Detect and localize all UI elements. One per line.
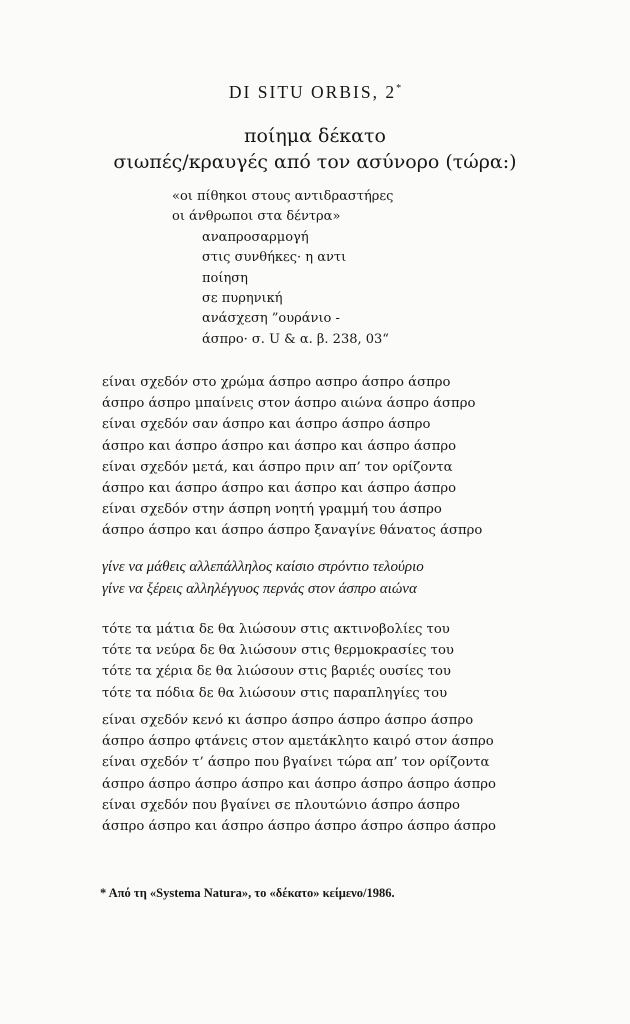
verse-line: ανάσχεση ”ουράνιο - [202,311,340,327]
verse-line: οι άνθρωποι στα δέντρα» [172,209,341,225]
intro-verse [172,187,393,350]
verse-line: τότε τα χέρια δε θα λιώσουν στις βαριές ουσίες του [102,664,451,680]
verse-line: γίνε να μάθεις αλλεπάλληλος καίσιο στρόντιο τελούριο [102,559,424,575]
verse-line: άσπρο· σ. U & α. β. 238, 03“ [202,331,389,347]
verse-line: είναι σχεδόν τ’ άσπρο που βγαίνει τώρα απ’ τον ορίζοντα [102,755,490,771]
verse-line: άσπρο άσπρο φτάνεις στον αμετάκλητο καιρό στον άσπρο [102,734,494,750]
poem-subtitle-detail: σιωπές/κραυγές από τον ασύνορο (τώρα:) [113,151,517,173]
verse-line: άσπρο άσπρο άσπρο άσπρο και άσπρο άσπρο άσπρο άσπρο [102,776,496,792]
verse-line: αναπροσαρμογή [202,229,309,245]
verse-line: τότε τα πόδια δε θα λιώσουν στις παραπληγίες του [102,685,448,701]
stanza-one [102,372,482,542]
poem-title [0,82,630,103]
verse-line: άσπρο και άσπρο άσπρο και άσπρο και άσπρο άσπρο [102,480,457,496]
verse-line: είναι σχεδόν στο χρώμα άσπρο ασπρο άσπρο άσπρο [102,375,451,390]
stanza-four [102,710,496,837]
verse-line: τότε τα νεύρα δε θα λιώσουν στις θερμοκρασίες του [102,643,454,659]
verse-line: είναι σχεδόν σαν άσπρο και άσπρο άσπρο άσπρο [102,417,431,433]
footnote: * Από τη «Systema Natura», το «δέκατο» κείμενο/1986. [100,886,395,900]
verse-line: τότε τα μάτια δε θα λιώσουν στις ακτινοβολίες του [102,622,450,637]
verse-line: γίνε να ξέρεις αλληλέγγυος περνάς στον άσπρο αιώνα [102,580,417,597]
stanza-three [102,619,454,704]
verse-line: είναι σχεδόν στην άσπρη νοητή γραμμή του άσπρο [102,502,442,518]
verse-line: άσπρο και άσπρο άσπρο και άσπρο και άσπρο άσπρο [102,438,457,454]
verse-line: σε πυρηνική [202,290,283,306]
verse-line: άσπρο άσπρο μπαίνεις στον άσπρο αιώνα άσπρο άσπρο [102,396,476,412]
verse-line: στις συνθήκες· η αντι [202,250,347,266]
title-text: DI SITU ORBIS, 2 [228,82,397,102]
title-footnote-mark: * [396,83,402,95]
stanza-two [102,557,424,600]
verse-line: είναι σχεδόν κενό κι άσπρο άσπρο άσπρο άσπρο άσπρο [102,713,474,728]
verse-line: είναι σχεδόν που βγαίνει σε πλουτώνιο άσπρο άσπρο [102,797,460,813]
verse-line: ποίηση [202,270,248,286]
verse-line: είναι σχεδόν μετά, και άσπρο πριν απ’ τον ορίζοντα [102,459,453,475]
verse-line: άσπρο άσπρο και άσπρο άσπρο άσπρο άσπρο άσπρο άσπρο [102,818,496,834]
verse-line: «οι πίθηκοι στους αντιδραστήρες [172,189,394,204]
poem-subtitle: ποίημα δέκατο [244,125,386,147]
verse-line: άσπρο άσπρο και άσπρο άσπρο ξαναγίνε θάνατος άσπρο [102,523,483,539]
